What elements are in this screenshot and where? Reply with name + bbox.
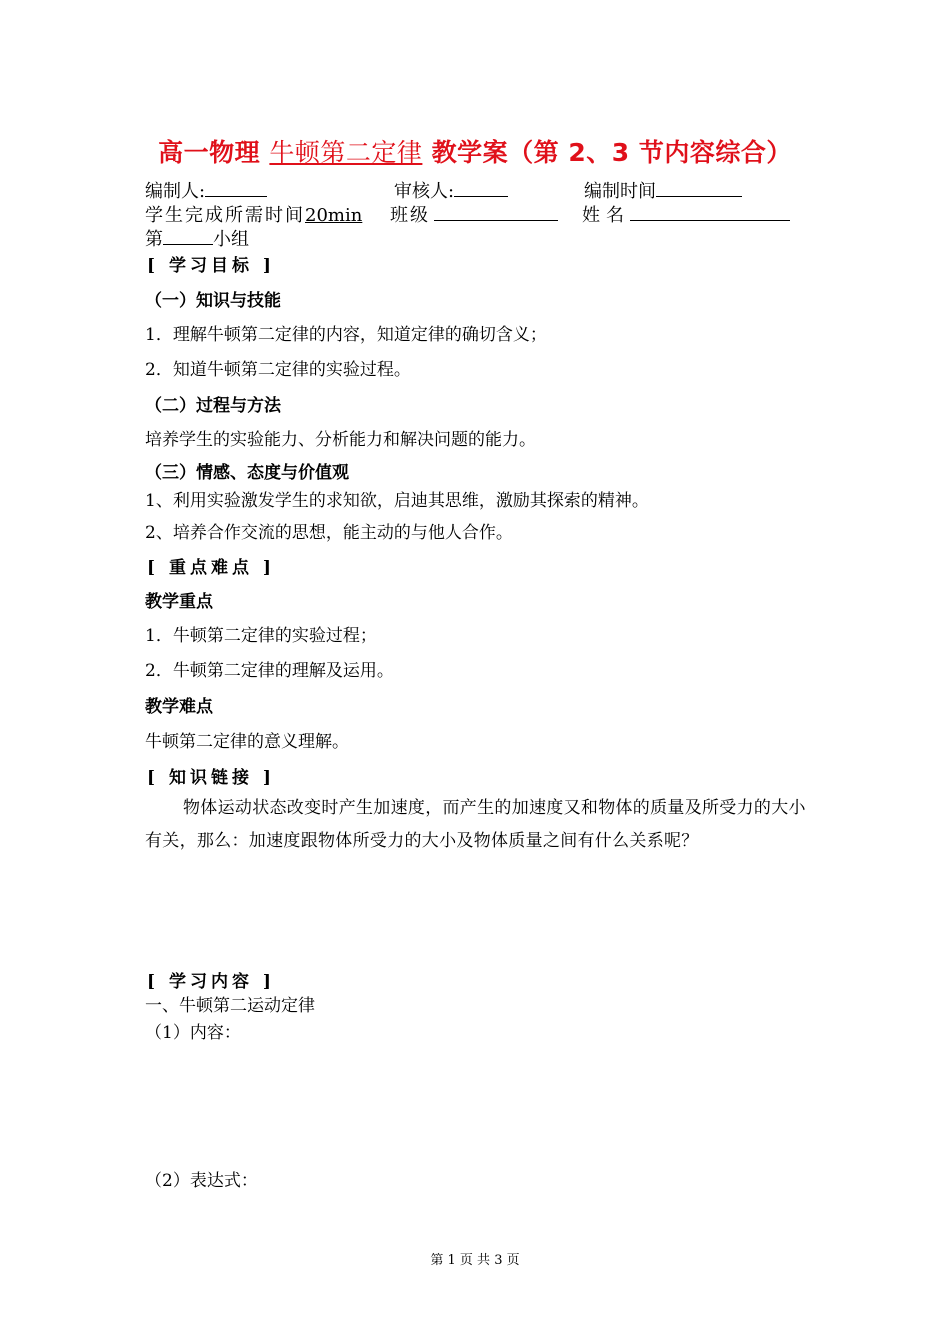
knowledge-item-1: 1．理解牛顿第二定律的内容，知道定律的确切含义； [145, 325, 547, 345]
title-suffix: 教学案（第 2、3 节内容综合） [431, 138, 792, 167]
group-field [145, 225, 249, 251]
editor-blank[interactable] [205, 179, 267, 197]
page-title [0, 133, 950, 169]
editor-field [145, 177, 267, 203]
date-blank[interactable] [656, 179, 742, 197]
content-item-2: （2）表达式： [145, 1171, 258, 1191]
page-footer: 第 1 页 共 3 页 [430, 1253, 520, 1268]
class-field [390, 201, 558, 227]
objectives-heading: [ 学习目标 ] [147, 256, 275, 276]
emotion-heading: （三）情感、态度与价值观 [145, 463, 349, 483]
difficulty-heading: 教学难点 [145, 697, 213, 717]
content-heading: [ 学习内容 ] [147, 972, 275, 992]
emotion-item-2: 2、培养合作交流的思想，能主动的与他人合作。 [145, 523, 513, 543]
knowledge-heading: （一）知识与技能 [145, 291, 281, 311]
process-text: 培养学生的实验能力、分析能力和解决问题的能力。 [145, 430, 536, 450]
editor-label: 编制人: [145, 181, 206, 202]
class-label: 班级 [390, 205, 430, 226]
focus-heading: 教学重点 [145, 592, 213, 612]
law-title: 一、牛顿第二运动定律 [145, 996, 315, 1016]
time-value: 20min [305, 205, 363, 226]
time-field [145, 201, 362, 227]
keypoints-heading: [ 重点难点 ] [147, 558, 275, 578]
content-item-1: （1）内容： [145, 1023, 241, 1043]
date-field [584, 177, 742, 203]
reviewer-blank[interactable] [454, 179, 508, 197]
focus-item-2: 2．牛顿第二定律的理解及运用。 [145, 661, 394, 681]
process-heading: （二）过程与方法 [145, 396, 281, 416]
class-blank[interactable] [434, 203, 558, 221]
difficulty-text: 牛顿第二定律的意义理解。 [145, 732, 349, 752]
focus-item-1: 1．牛顿第二定律的实验过程； [145, 626, 377, 646]
group-suffix: 小组 [213, 229, 249, 250]
name-field [582, 201, 790, 227]
title-prefix: 高一物理 [158, 138, 261, 167]
title-topic: 牛顿第二定律 [269, 138, 423, 167]
emotion-item-1: 1、利用实验激发学生的求知欲，启迪其思维，激励其探索的精神。 [145, 491, 649, 511]
group-prefix: 第 [145, 229, 163, 250]
date-label: 编制时间 [584, 181, 656, 202]
name-label: 姓名 [582, 205, 630, 226]
knowledge-link-paragraph: 物体运动状态改变时产生加速度，而产生的加速度又和物体的质量及所受力的大小有关，那么：加速度跟物体所受力的大小及物体质量之间有什么关系呢？ [145, 798, 806, 851]
reviewer-field [394, 177, 508, 203]
knowledge-item-2: 2．知道牛顿第二定律的实验过程。 [145, 360, 411, 380]
group-blank[interactable] [163, 227, 213, 245]
reviewer-label: 审核人: [394, 181, 455, 202]
name-blank[interactable] [630, 203, 790, 221]
time-label: 学生完成所需时间 [145, 205, 305, 226]
knowledge-link-heading: [ 知识链接 ] [147, 768, 275, 788]
